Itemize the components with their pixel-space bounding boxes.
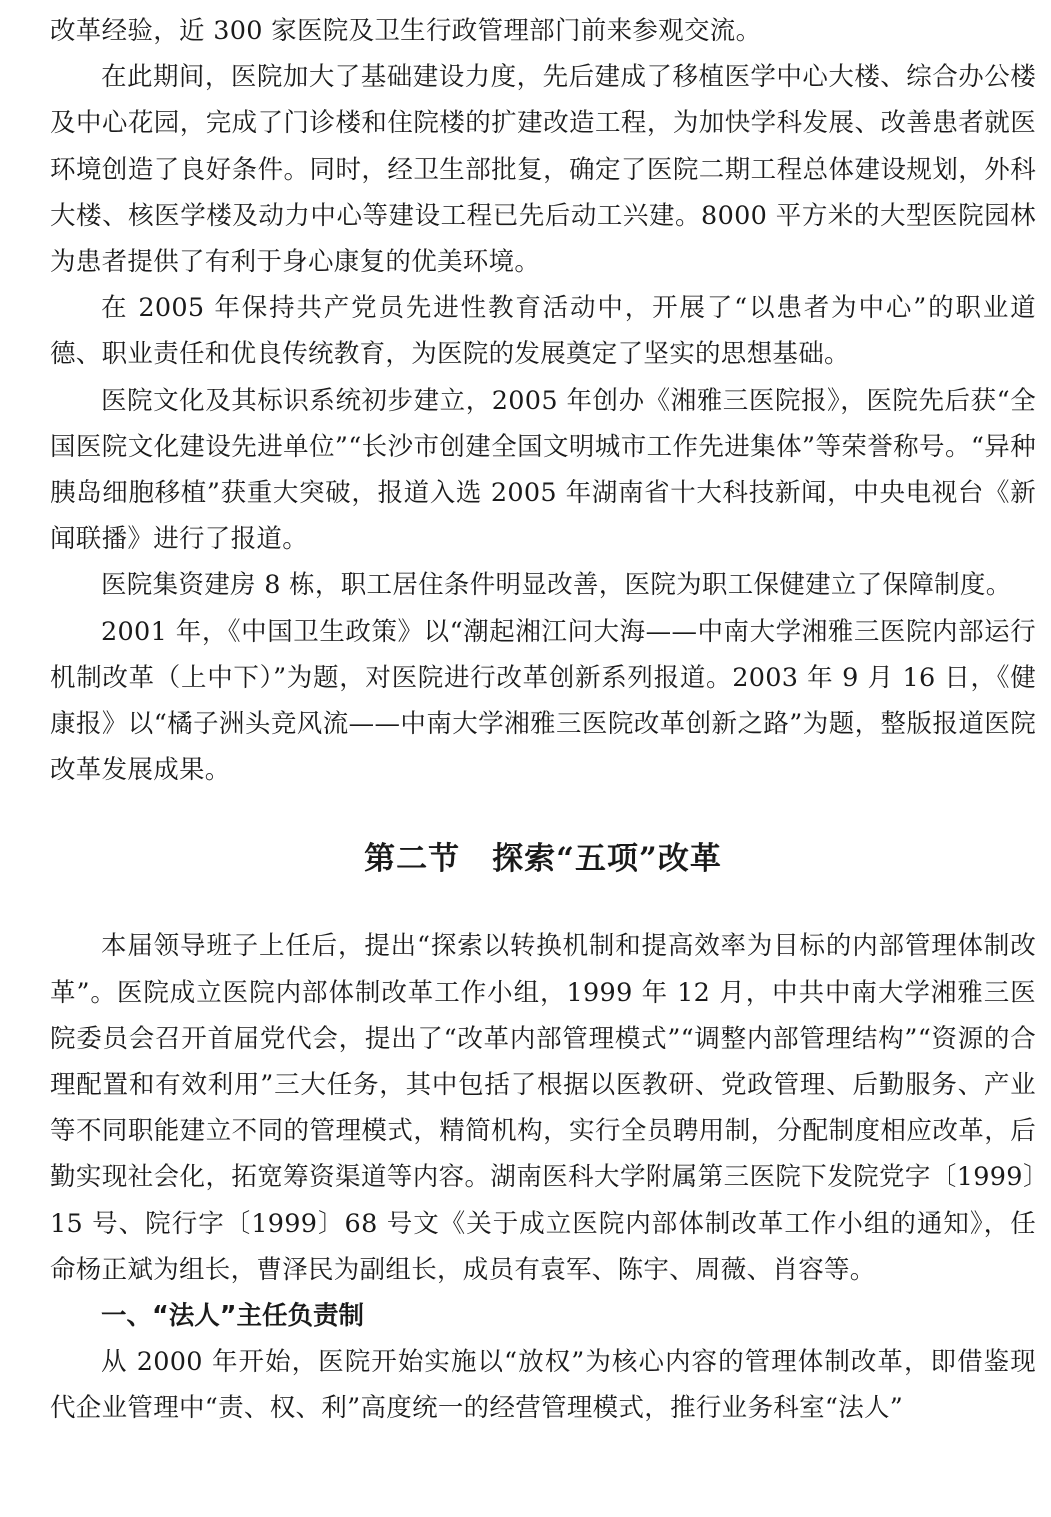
body-paragraph: 医院文化及其标识系统初步建立，2005 年创办《湘雅三医院报》，医院先后获“全国医院文化建设先进单位”“长沙市创建全国文明城市工作先进集体”等荣誉称号。“异种胰岛细胞移植”获重大突破，报道入选 2005 年湖南省十大科技新闻，中央电视台《新闻联播》进行了报道。 xyxy=(50,385,1036,555)
body-paragraph: 2001 年，《中国卫生政策》以“潮起湘江问大海——中南大学湘雅三医院内部运行机制改革（上中下）”为题，对医院进行改革创新系列报道。2003 年 9 月 16 日，《健康报》以“橘子洲头竞风流——中南大学湘雅三医院改革创新之路”为题，整版报道医院改革发展成果。 xyxy=(50,616,1036,786)
body-paragraph: 在此期间，医院加大了基础建设力度，先后建成了移植医学中心大楼、综合办公楼及中心花园，完成了门诊楼和住院楼的扩建改造工程，为加快学科发展、改善患者就医环境创造了良好条件。同时，经卫生部批复，确定了医院二期工程总体建设规划，外科大楼、核医学楼及动力中心等建设工程已先后动工兴建。8000 平方米的大型医院园林为患者提供了有利于身心康复的优美环境。 xyxy=(50,62,1036,278)
body-paragraph: 医院集资建房 8 栋，职工居住条件明显改善，医院为职工保健建立了保障制度。 xyxy=(101,570,1012,601)
body-paragraph: 在 2005 年保持共产党员先进性教育活动中，开展了“以患者为中心”的职业道德、职业责任和优良传统教育，为医院的发展奠定了坚实的思想基础。 xyxy=(50,293,1036,370)
section-title: 第二节 探索“五项”改革 xyxy=(364,841,722,878)
final-paragraph: 从 2000 年开始，医院开始实施以“放权”为核心内容的管理体制改革，即借鉴现代企业管理中“责、权、利”高度统一的经营管理模式，推行业务科室“法人” xyxy=(50,1347,1036,1424)
section-paragraph: 本届领导班子上任后，提出“探索以转换机制和提高效率为目标的内部管理体制改革”。医院成立医院内部体制改革工作小组，1999 年 12 月，中共中南大学湘雅三医院委员会召开首届党代会，提出了“改革内部管理模式”“调整内部管理结构”“资源的合理配置和有效利用”三大任务，其中包括了根据以医教研、党政管理、后勤服务、产业等不同职能建立不同的管理模式，精简机构，实行全员聘用制，分配制度相应改革，后勤实现社会化，拓宽筹资渠道等内容。湖南医科大学附属第三医院下发院党字〔1999〕15 号、院行字〔1999〕68 号文《关于成立医院内部体制改革工作小组的通知》，任命杨正斌为组长，曹泽民为副组长，成员有袁军、陈宇、周薇、肖容等。 xyxy=(50,931,1036,1285)
sub-heading: 一、“法人”主任负责制 xyxy=(101,1301,365,1332)
document-page xyxy=(50,8,1036,1432)
body-paragraph: 改革经验，近 300 家医院及卫生行政管理部门前来参观交流。 xyxy=(50,16,762,46)
